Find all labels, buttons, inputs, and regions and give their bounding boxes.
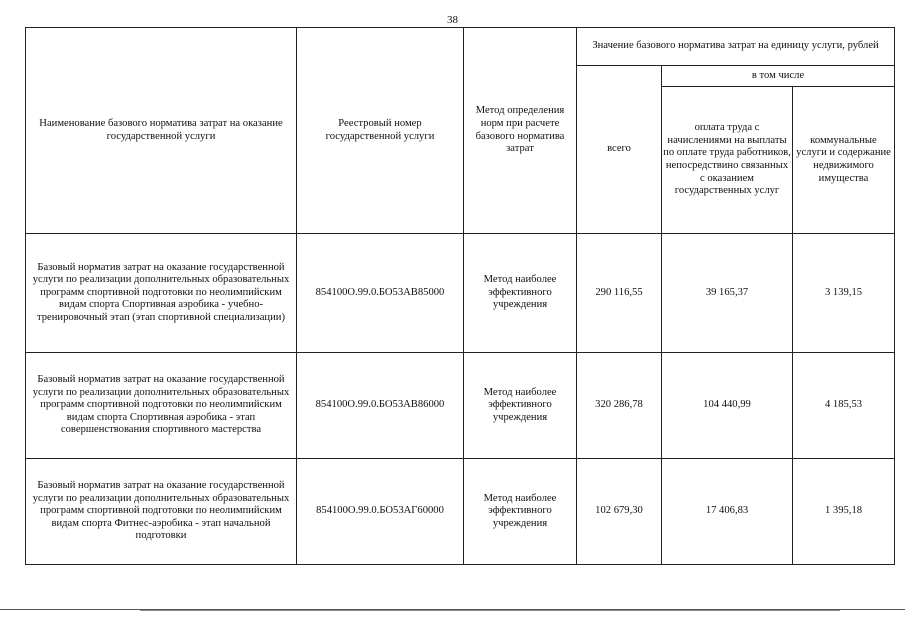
- header-row: [26, 28, 895, 66]
- row-salary: 17 406,83: [662, 459, 793, 565]
- header-value: Значение базового норматива затрат на единицу услуги, рублей: [577, 28, 895, 66]
- row-registry: 854100О.99.0.БО53АВ85000: [297, 234, 464, 353]
- row-utilities: 4 185,53: [793, 353, 895, 459]
- row-registry: 854100О.99.0.БО53АГ60000: [297, 459, 464, 565]
- bottom-divider: [140, 610, 840, 611]
- header-registry: Реестровый номер государственной услуги: [297, 28, 464, 234]
- row-salary: 39 165,37: [662, 234, 793, 353]
- row-total: 290 116,55: [577, 234, 662, 353]
- header-name: Наименование базового норматива затрат на оказание государственной услуги: [26, 28, 297, 234]
- row-total: 102 679,30: [577, 459, 662, 565]
- row-utilities: 3 139,15: [793, 234, 895, 353]
- header-method: Метод определения норм при расчете базового норматива затрат: [464, 28, 577, 234]
- header-utilities: коммунальные услуги и содержание недвижимого имущества: [793, 87, 895, 234]
- row-salary: 104 440,99: [662, 353, 793, 459]
- row-method: Метод наиболее эффективного учреждения: [464, 234, 577, 353]
- row-method: Метод наиболее эффективного учреждения: [464, 353, 577, 459]
- row-method: Метод наиболее эффективного учреждения: [464, 459, 577, 565]
- header-salary: оплата труда с начислениями на выплаты по оплате труда работников, непосредствино связанных с оказанием государственных услуг: [662, 87, 793, 234]
- table-row: [26, 353, 895, 459]
- row-total: 320 286,78: [577, 353, 662, 459]
- row-name: Базовый норматив затрат на оказание государственной услуги по реализации дополнительных образовательных программ спортивной подготовки по неолимпийским видам спорта Спортивная аэробика - учебно-тренировочный этап (этап спортивной специализации): [26, 234, 297, 353]
- header-total: всего: [577, 66, 662, 234]
- row-name: Базовый норматив затрат на оказание государственной услуги по реализации дополнительных образовательных программ спортивной подготовки по неолимпийским видам спорта Фитнес-аэробика - этап начальной подготовки: [26, 459, 297, 565]
- page-number: 38: [447, 14, 458, 26]
- cost-norm-table: [25, 27, 895, 565]
- table-row: [26, 459, 895, 565]
- row-utilities: 1 395,18: [793, 459, 895, 565]
- table-row: [26, 234, 895, 353]
- header-including: в том числе: [662, 66, 895, 87]
- row-registry: 854100О.99.0.БО53АВ86000: [297, 353, 464, 459]
- row-name: Базовый норматив затрат на оказание государственной услуги по реализации дополнительных образовательных программ спортивной подготовки по неолимпийским видам спорта Спортивная аэробика - этап совершенствования спортивного мастерства: [26, 353, 297, 459]
